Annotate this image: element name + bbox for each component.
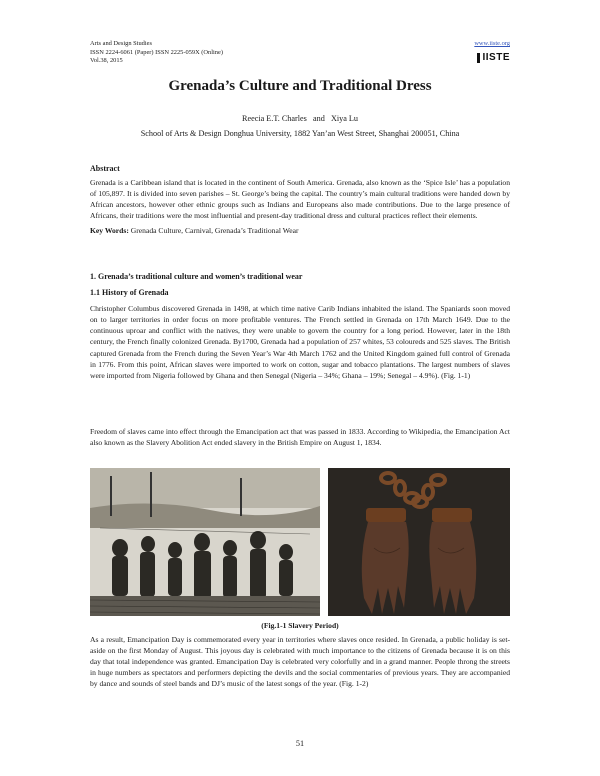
- journal-issn: ISSN 2224-6061 (Paper) ISSN 2225-059X (Online): [90, 48, 223, 56]
- figure-caption: (Fig.1-1 Slavery Period): [261, 621, 339, 630]
- iiste-logo: IISTE: [477, 53, 510, 63]
- subsection-heading: 1.1 History of Grenada: [90, 288, 169, 298]
- abstract-text: Grenada is a Caribbean island that is located in the continent of South America. Grenada, also known as the ‘Spice Isle’ has a population of 105,897. It is divided into seven parishes – St. George’s being the capital. The country’s main cultural traditions were handed down by African ancestors, however other ethnic groups such as Indians and Europeans also made contributions. Due to the large presence of Africans, their traditions were the most influential and present-day traditional dress and cultural practices reflect their elements.: [90, 178, 510, 221]
- page-number: 51: [295, 739, 305, 748]
- journal-header-right: [474, 40, 510, 65]
- journal-name: Arts and Design Studies: [90, 40, 152, 47]
- abstract-section: [90, 163, 510, 237]
- paper-affiliation: School of Arts & Design Donghua University, 1882 Yan’an West Street, Shanghai 200051, China: [140, 129, 460, 138]
- section-heading: 1. Grenada’s traditional culture and women’s traditional wear: [90, 272, 303, 281]
- keywords-label: Key Words:: [90, 226, 129, 236]
- chained-hands-photo: [328, 468, 510, 616]
- slavery-engraving-image: [90, 468, 320, 616]
- engraving-illustration: [90, 468, 320, 616]
- keywords-text: Grenada Culture, Carnival, Grenada’s Traditional Wear: [128, 226, 299, 236]
- abstract-heading: Abstract: [90, 164, 120, 173]
- chained-hands-illustration: [328, 468, 510, 616]
- keywords: [90, 225, 510, 236]
- history-paragraph-1: Christopher Columbus discovered Grenada in 1498, at which time native Carib Indians inhabited the island. The Spaniards soon moved on to larger territories in order focus on more profitable ventures. The French settled in Grenada on 17th March 1649. Due to the continuous uproar and conflict with the natives, they were unable to govern the country for a long period. However, later in the 18th century, the French finally colonized Grenada. By1700, Grenada had a population of 257 whites, 53 coloureds and 525 slaves. The British captured Grenada from the French during the Seven Year’s War 4th March 1762 and the United Kingdom gained full control of Grenada in 1776. From this point, African slaves were imported to work on cotton, sugar and tobacco plantations. The largest numbers of slaves were imported from Nigeria followed by Ghana and then Senegal (Nigeria – 34%; Ghana – 19%; Senegal – 4.9%). (Fig. 1-1): [90, 304, 510, 380]
- emancipation-paragraph: As a result, Emancipation Day is commemorated every year in territories where slaves once resided. In Grenada, a public holiday is set-aside on the first Monday of August. This joyous day is celebrated with much importance to the citizens of Grenada because it is on this day that total independence was granted. Emancipation Day is celebrated very colorfully and in a grand manner. People throng the streets in huge numbers as spectators and performers depicting the devils and the social commentaries of previous years. They are accompanied by dance and sounds of steel bands and DJ’s music of the latest songs of the year. (Fig. 1-2): [90, 635, 510, 689]
- paper-title: Grenada’s Culture and Traditional Dress: [168, 78, 432, 94]
- section-1: [90, 271, 510, 381]
- paper-authors: Reecia E.T. Charles and Xiya Lu: [241, 114, 359, 123]
- journal-volume: Vol.38, 2015: [90, 57, 123, 65]
- journal-website-link[interactable]: www.iiste.org: [474, 40, 510, 47]
- history-paragraph-2: Freedom of slaves came into effect through the Emancipation act that was passed in 1833. According to Wikipedia, the Emancipation Act also known as the Slavery Abolition Act ended slavery in the British Empire on August 1, 1834.: [90, 427, 510, 448]
- journal-header: [90, 40, 223, 66]
